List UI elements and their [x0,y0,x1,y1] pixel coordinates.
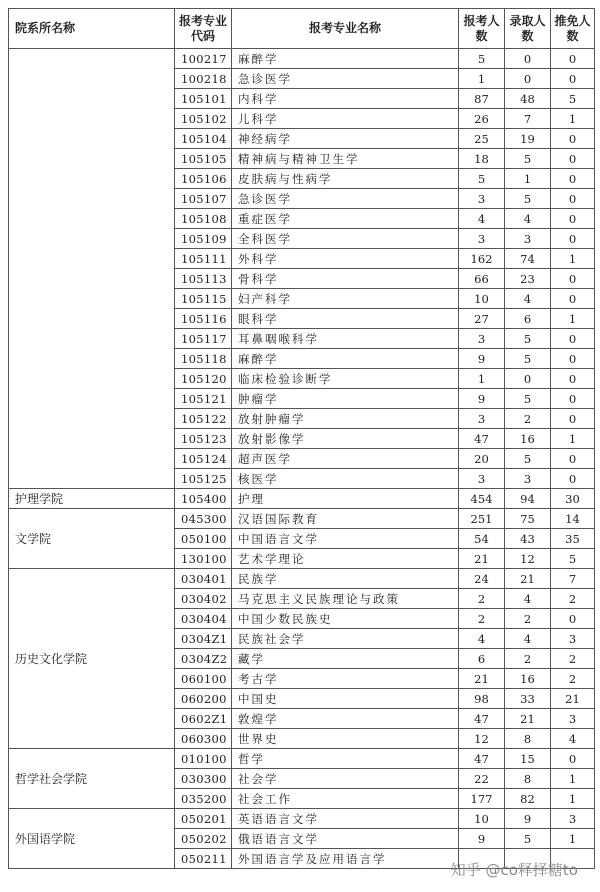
table-row [9,749,595,769]
header-name: 报考专业名称 [232,9,459,49]
code-cell: 105120 [175,369,232,389]
admitted-cell: 4 [505,289,551,309]
dept-cell: 文学院 [9,509,175,569]
name-cell: 临床检验诊断学 [232,369,459,389]
applicants-cell: 26 [459,109,505,129]
applicants-cell: 21 [459,549,505,569]
code-cell: 030300 [175,769,232,789]
admitted-cell: 2 [505,609,551,629]
name-cell: 儿科学 [232,109,459,129]
code-cell: 105122 [175,409,232,429]
name-cell: 核医学 [232,469,459,489]
code-cell: 030402 [175,589,232,609]
applicants-cell: 5 [459,169,505,189]
code-cell: 105104 [175,129,232,149]
name-cell: 全科医学 [232,229,459,249]
code-cell: 050202 [175,829,232,849]
exempt-cell: 0 [551,349,595,369]
exempt-cell: 0 [551,329,595,349]
code-cell: 035200 [175,789,232,809]
applicants-cell: 12 [459,729,505,749]
dept-cell: 护理学院 [9,489,175,509]
exempt-cell: 1 [551,829,595,849]
admitted-cell: 33 [505,689,551,709]
name-cell: 俄语语言文学 [232,829,459,849]
admitted-cell: 8 [505,729,551,749]
admitted-cell: 3 [505,229,551,249]
applicants-cell: 5 [459,49,505,69]
admitted-cell: 5 [505,389,551,409]
admitted-cell: 43 [505,529,551,549]
exempt-cell: 5 [551,89,595,109]
name-cell: 超声医学 [232,449,459,469]
code-cell: 105121 [175,389,232,409]
applicants-cell: 24 [459,569,505,589]
exempt-cell: 5 [551,549,595,569]
admitted-cell: 2 [505,649,551,669]
code-cell: 105124 [175,449,232,469]
code-cell: 105106 [175,169,232,189]
applicants-cell: 4 [459,209,505,229]
table-row [9,569,595,589]
name-cell: 民族社会学 [232,629,459,649]
code-cell: 030404 [175,609,232,629]
applicants-cell: 18 [459,149,505,169]
admitted-cell: 5 [505,449,551,469]
name-cell: 皮肤病与性病学 [232,169,459,189]
exempt-cell: 14 [551,509,595,529]
exempt-cell: 0 [551,369,595,389]
header-admitted: 录取人数 [505,9,551,49]
admitted-cell: 5 [505,349,551,369]
name-cell: 藏学 [232,649,459,669]
exempt-cell: 0 [551,749,595,769]
admitted-cell: 5 [505,189,551,209]
applicants-cell: 2 [459,589,505,609]
applicants-cell: 251 [459,509,505,529]
code-cell: 0304Z2 [175,649,232,669]
code-cell: 060100 [175,669,232,689]
admitted-cell: 1 [505,169,551,189]
applicants-cell: 47 [459,749,505,769]
name-cell: 敦煌学 [232,709,459,729]
name-cell: 民族学 [232,569,459,589]
applicants-cell: 47 [459,429,505,449]
code-cell: 045300 [175,509,232,529]
exempt-cell: 7 [551,569,595,589]
code-cell: 105118 [175,349,232,369]
admitted-cell: 21 [505,569,551,589]
header-applicants: 报考人数 [459,9,505,49]
applicants-cell: 10 [459,809,505,829]
exempt-cell: 0 [551,389,595,409]
applicants-cell: 2 [459,609,505,629]
name-cell: 麻醉学 [232,49,459,69]
applicants-cell: 66 [459,269,505,289]
admitted-cell: 3 [505,469,551,489]
header-dept: 院系所名称 [9,9,175,49]
dept-cell: 外国语学院 [9,809,175,869]
table-body [9,49,595,869]
exempt-cell: 3 [551,809,595,829]
name-cell: 妇产科学 [232,289,459,309]
dept-cell [9,49,175,489]
header-code: 报考专业代码 [175,9,232,49]
table-row [9,809,595,829]
code-cell: 105102 [175,109,232,129]
exempt-cell: 0 [551,409,595,429]
name-cell: 耳鼻咽喉科学 [232,329,459,349]
code-cell: 100218 [175,69,232,89]
code-cell: 0304Z1 [175,629,232,649]
dept-cell: 哲学社会学院 [9,749,175,809]
admitted-cell: 5 [505,329,551,349]
code-cell: 105109 [175,229,232,249]
exempt-cell: 3 [551,709,595,729]
admitted-cell: 15 [505,749,551,769]
exempt-cell: 0 [551,169,595,189]
exempt-cell: 1 [551,789,595,809]
code-cell: 105101 [175,89,232,109]
table-header-row [9,9,595,49]
exempt-cell: 0 [551,189,595,209]
code-cell: 105400 [175,489,232,509]
exempt-cell: 35 [551,529,595,549]
name-cell: 放射肿瘤学 [232,409,459,429]
exempt-cell: 2 [551,649,595,669]
exempt-cell: 0 [551,209,595,229]
code-cell: 050211 [175,849,232,869]
code-cell: 060200 [175,689,232,709]
admitted-cell: 16 [505,429,551,449]
applicants-cell: 4 [459,629,505,649]
applicants-cell: 98 [459,689,505,709]
admitted-cell: 4 [505,629,551,649]
table-row [9,49,595,69]
name-cell: 神经病学 [232,129,459,149]
admitted-cell: 0 [505,49,551,69]
admissions-table [8,8,595,869]
admitted-cell: 74 [505,249,551,269]
exempt-cell: 2 [551,669,595,689]
admitted-cell: 21 [505,709,551,729]
exempt-cell: 0 [551,149,595,169]
name-cell: 重症医学 [232,209,459,229]
exempt-cell: 30 [551,489,595,509]
admitted-cell: 0 [505,69,551,89]
applicants-cell: 54 [459,529,505,549]
name-cell: 艺术学理论 [232,549,459,569]
code-cell: 010100 [175,749,232,769]
exempt-cell: 2 [551,589,595,609]
code-cell: 105116 [175,309,232,329]
code-cell: 050100 [175,529,232,549]
applicants-cell: 162 [459,249,505,269]
name-cell: 社会工作 [232,789,459,809]
name-cell: 中国少数民族史 [232,609,459,629]
code-cell: 105117 [175,329,232,349]
admitted-cell: 12 [505,549,551,569]
admitted-cell: 8 [505,769,551,789]
exempt-cell: 0 [551,269,595,289]
applicants-cell: 454 [459,489,505,509]
applicants-cell: 21 [459,669,505,689]
applicants-cell: 87 [459,89,505,109]
code-cell: 030401 [175,569,232,589]
admitted-cell: 4 [505,209,551,229]
applicants-cell: 3 [459,469,505,489]
applicants-cell: 177 [459,789,505,809]
applicants-cell: 20 [459,449,505,469]
admitted-cell: 16 [505,669,551,689]
applicants-cell: 3 [459,409,505,429]
exempt-cell: 0 [551,609,595,629]
applicants-cell: 27 [459,309,505,329]
admitted-cell: 75 [505,509,551,529]
code-cell: 060300 [175,729,232,749]
name-cell: 护理 [232,489,459,509]
exempt-cell: 0 [551,69,595,89]
admitted-cell: 82 [505,789,551,809]
exempt-cell: 1 [551,109,595,129]
applicants-cell: 3 [459,329,505,349]
exempt-cell: 0 [551,49,595,69]
admitted-cell: 94 [505,489,551,509]
name-cell: 中国语言文学 [232,529,459,549]
applicants-cell: 3 [459,189,505,209]
table-row [9,489,595,509]
name-cell: 麻醉学 [232,349,459,369]
code-cell: 105115 [175,289,232,309]
admitted-cell: 19 [505,129,551,149]
admitted-cell: 6 [505,309,551,329]
name-cell: 汉语国际教育 [232,509,459,529]
admitted-cell: 2 [505,409,551,429]
header-exempt: 推免人数 [551,9,595,49]
name-cell: 考古学 [232,669,459,689]
name-cell: 马克思主义民族理论与政策 [232,589,459,609]
exempt-cell: 1 [551,249,595,269]
exempt-cell: 1 [551,309,595,329]
applicants-cell: 9 [459,389,505,409]
name-cell: 骨科学 [232,269,459,289]
name-cell: 世界史 [232,729,459,749]
exempt-cell: 0 [551,129,595,149]
name-cell: 放射影像学 [232,429,459,449]
code-cell: 050201 [175,809,232,829]
name-cell: 内科学 [232,89,459,109]
exempt-cell: 4 [551,729,595,749]
name-cell: 中国史 [232,689,459,709]
code-cell: 0602Z1 [175,709,232,729]
applicants-cell: 22 [459,769,505,789]
code-cell: 100217 [175,49,232,69]
applicants-cell: 25 [459,129,505,149]
exempt-cell: 21 [551,689,595,709]
code-cell: 105113 [175,269,232,289]
name-cell: 哲学 [232,749,459,769]
admitted-cell: 4 [505,589,551,609]
code-cell: 130100 [175,549,232,569]
name-cell: 英语语言文学 [232,809,459,829]
exempt-cell: 0 [551,449,595,469]
admitted-cell: 23 [505,269,551,289]
applicants-cell: 10 [459,289,505,309]
exempt-cell: 0 [551,289,595,309]
admitted-cell: 48 [505,89,551,109]
name-cell: 急诊医学 [232,189,459,209]
name-cell: 外科学 [232,249,459,269]
code-cell: 105108 [175,209,232,229]
name-cell: 眼科学 [232,309,459,329]
applicants-cell: 9 [459,829,505,849]
name-cell: 社会学 [232,769,459,789]
applicants-cell: 1 [459,369,505,389]
admitted-cell: 5 [505,829,551,849]
code-cell: 105123 [175,429,232,449]
name-cell: 急诊医学 [232,69,459,89]
applicants-cell: 9 [459,349,505,369]
exempt-cell: 3 [551,629,595,649]
name-cell: 外国语言学及应用语言学 [232,849,459,869]
code-cell: 105107 [175,189,232,209]
admitted-cell: 9 [505,809,551,829]
code-cell: 105111 [175,249,232,269]
applicants-cell: 1 [459,69,505,89]
applicants-cell: 3 [459,229,505,249]
name-cell: 精神病与精神卫生学 [232,149,459,169]
admitted-cell: 5 [505,149,551,169]
applicants-cell: 47 [459,709,505,729]
exempt-cell: 1 [551,769,595,789]
admitted-cell: 7 [505,109,551,129]
dept-cell: 历史文化学院 [9,569,175,749]
exempt-cell: 1 [551,429,595,449]
table-row [9,509,595,529]
name-cell: 肿瘤学 [232,389,459,409]
admitted-cell: 0 [505,369,551,389]
code-cell: 105125 [175,469,232,489]
code-cell: 105105 [175,149,232,169]
watermark: 知乎 @co释择糖to [450,861,578,879]
exempt-cell: 0 [551,469,595,489]
applicants-cell: 6 [459,649,505,669]
exempt-cell: 0 [551,229,595,249]
